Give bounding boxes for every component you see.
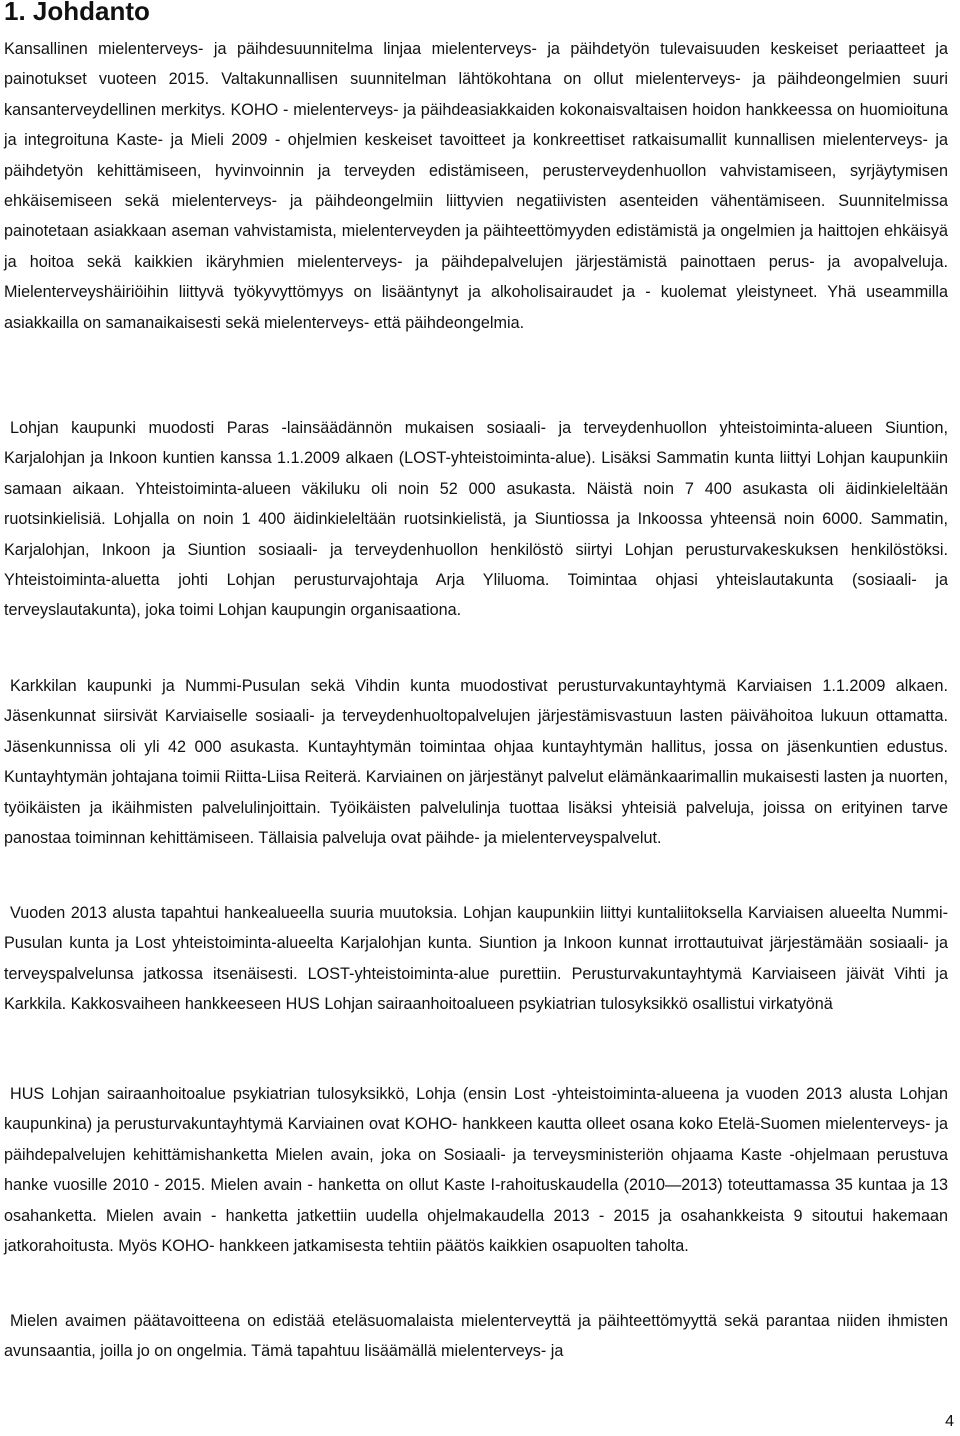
paragraph-mielen-avain: HUS Lohjan sairaanhoitoalue psykiatrian tulosyksikkö, Lohja (ensin Lost -yhteistoiminta-alueena ja vuoden 2013 alusta Lohjan kaupunkina) ja perusturvakuntayhtymä Karviainen ovat KOHO- hankkeen kautta olleet osana koko Etelä-Suomen mielenterveys- ja päihdepalvelujen kehittämishanketta Mielen avain, joka on Sosiaali- ja terveysministeriön ohjaama Kaste -ohjelmaan perustuva hanke vuosille 2010 - 2015. Mielen avain - hanketta on ollut Kaste I-rahoituskaudella (2010—2013) toteuttamassa 35 kuntaa ja 13 osahanketta. Mielen avain - hanketta jatkettiin uudella ohjelmakaudella 2013 - 2015 ja osahankkeista 9 sitoutui hakemaan jatkorahoitusta. Myös KOHO- hankkeen jatkamisesta tehtiin päätös kaikkien osapuolten taholta. — [4, 1085, 948, 1256]
page-number: 4 — [945, 1413, 954, 1430]
paragraph-karviainen: Karkkilan kaupunki ja Nummi-Pusulan sekä Vihdin kunta muodostivat perusturvakuntayhtymä Karviaisen 1.1.2009 alkaen. Jäsenkunnat siirsivät Karviaiselle sosiaali- ja terveydenhuoltopalvelujen järjestämisvastuun lasten päivähoitoa lukuun ottamatta. Jäsenkunnissa oli yli 42 000 asukasta. Kuntayhtymän toimintaa ohjaa kuntayhtymän hallitus, jossa on jäsenkuntien edustus. Kuntayhtymän johtajana toimii Riitta-Liisa Reiterä. Karviainen on järjestänyt palvelut elämänkaarimallin mukaisesti lasten ja nuorten, työikäisten ja ikäihmisten palvelulinjoittain. Työikäisten palvelulinja tuottaa lisäksi yhteisiä palveluja, joissa on erityinen tarve panostaa toiminnan kehittämiseen. Tällaisia palveluja ovat päihde- ja mielenterveyspalvelut. — [4, 677, 948, 848]
paragraph-main-goal: Mielen avaimen päätavoitteena on edistää eteläsuomalaista mielenterveyttä ja päihteettömyyttä sekä parantaa niiden ihmisten avunsaantia, joilla jo on ongelmia. Tämä tapahtuu lisäämällä mielenterveys- ja — [4, 1312, 948, 1361]
paragraph-changes-2013: Vuoden 2013 alusta tapahtui hankealueella suuria muutoksia. Lohjan kaupunkiin liittyi kuntaliitoksella Karviaisen alueelta Nummi-Pusulan kunta ja Lost yhteistoiminta-alueelta Karjalohjan kunta. Siuntion ja Inkoon kunnat irrottautuivat järjestämään sosiaali- ja terveyspalvelunsa jatkossa itsenäisesti. LOST-yhteistoiminta-alue purettiin. Perusturvakuntayhtymä Karviaiseen jäivät Vihti ja Karkkila. Kakkosvaiheen hankkeeseen HUS Lohjan sairaanhoitoalueen psykiatrian tulosyksikkö osallistui virkatyönä — [4, 904, 948, 1014]
section-heading: 1. Johdanto — [4, 0, 150, 26]
paragraph-intro: Kansallinen mielenterveys- ja päihdesuunnitelma linjaa mielenterveys- ja päihdetyön tulevaisuuden keskeiset periaatteet ja painotukset vuoteen 2015. Valtakunnallisen suunnitelman lähtökohtana on ollut mielenterveys- ja päihdeongelmien suuri kansanterveydellinen merkitys. KOHO - mielenterveys- ja päihdeasiakkaiden kokonaisvaltaisen hoidon hankkeessa on huomioituna ja integroituna Kaste- ja Mieli 2009 - ohjelmien keskeiset tavoitteet ja konkreettiset ratkaisumallit kunnallisen mielenterveys- ja päihdetyön kehittämiseen, hyvinvoinnin ja terveyden edistämiseen, perusterveydenhuollon vahvistamiseen, syrjäytymisen ehkäisemiseen sekä mielenterveys- ja päihdeongelmiin liittyvien negatiivisten asenteiden vähentämiseen. Suunnitelmissa painotetaan asiakkaan aseman vahvistamista, mielenterveyden ja päihteettömyyden edistämistä ja ongelmien ja haittojen ehkäisyä ja hoitoa sekä kaikkien ikäryhmien mielenterveys- ja päihdepalvelujen järjestämistä painottaen perus- ja avopalveluja. Mielenterveyshäiriöihin liittyvä työkyvyttömyys on lisääntynyt ja alkoholisairaudet ja - kuolemat yleistyneet. Yhä useammilla asiakkailla on samanaikaisesti sekä mielenterveys- että päihdeongelmia. — [4, 40, 948, 332]
paragraph-lohja: Lohjan kaupunki muodosti Paras -lainsäädännön mukaisen sosiaali- ja terveydenhuollon yhteistoiminta-alueen Siuntion, Karjalohjan ja Inkoon kuntien kanssa 1.1.2009 alkaen (LOST-yhteistoiminta-alue). Lisäksi Sammatin kunta liittyi Lohjan kaupunkiin samaan aikaan. Yhteistoiminta-alueen väkiluku oli noin 52 000 asukasta. Näistä noin 7 400 asukasta oli äidinkieleltään ruotsinkielisiä. Lohjalla on noin 1 400 äidinkieleltään ruotsinkielistä, ja Siuntiossa ja Inkoossa yhteensä noin 6000. Sammatin, Karjalohjan, Inkoon ja Siuntion sosiaali- ja terveydenhuollon henkilöstö siirtyi Lohjan perusturvakeskuksen henkilöstöksi. Yhteistoiminta-aluetta johti Lohjan perusturvajohtaja Arja Yliluoma. Toimintaa ohjasi yhteislautakunta (sosiaali- ja terveyslautakunta), joka toimi Lohjan kaupungin organisaationa. — [4, 419, 948, 620]
